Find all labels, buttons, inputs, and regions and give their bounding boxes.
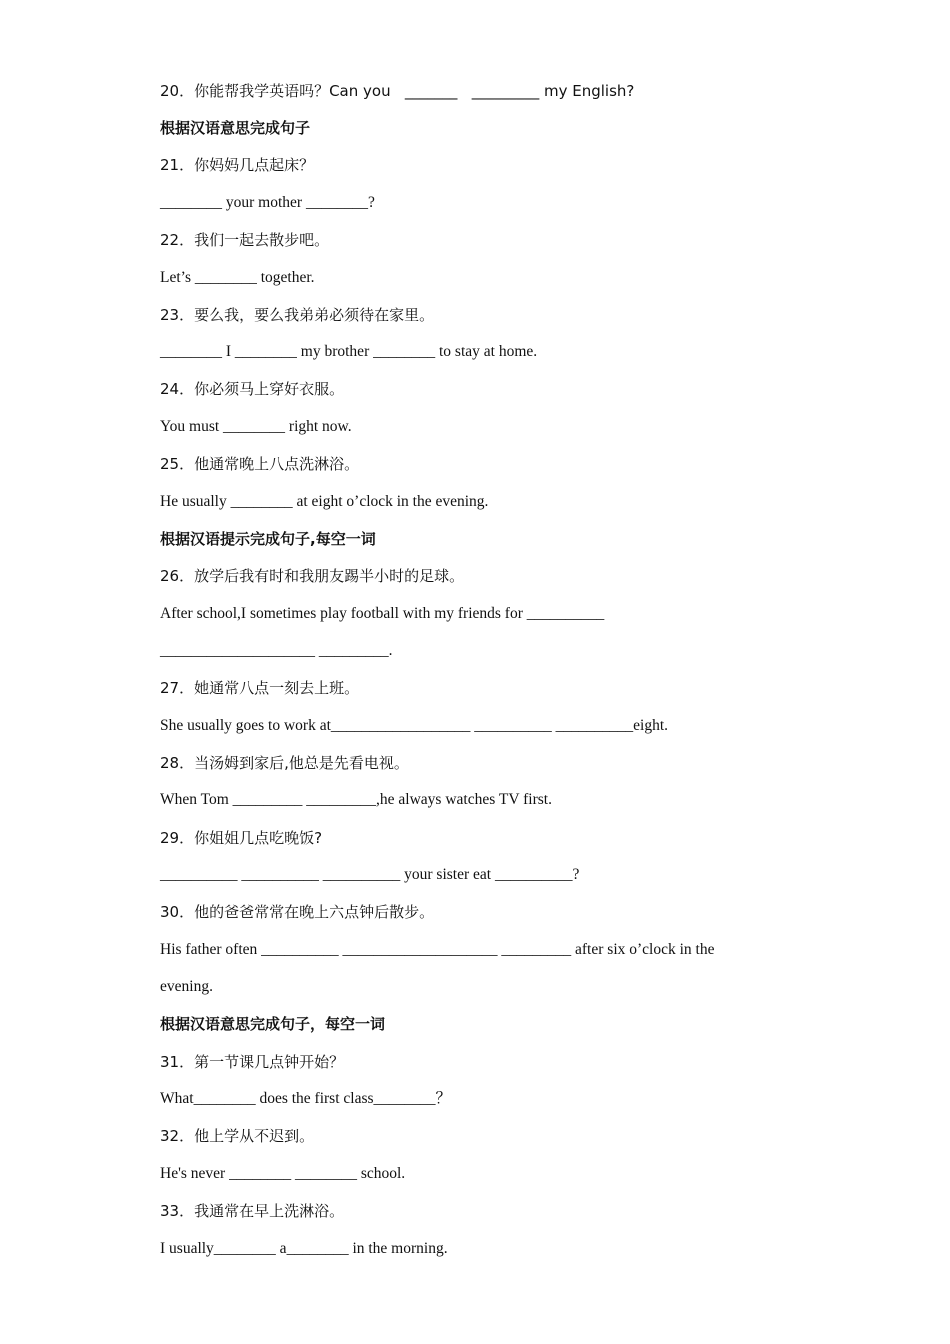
answer-30-line-2: evening. [160, 978, 213, 995]
question-30: 30．他的爸爸常常在晚上六点钟后散步。 [160, 903, 435, 921]
answer-26-line-1: After school,I sometimes play football with my friends for __________ [160, 605, 605, 622]
answer-30-line-1: His father often __________ ____________________ _________ after six o’clock in the [160, 941, 715, 958]
answer-33: I usually________ a________ in the morning. [160, 1240, 448, 1257]
section-heading-1: 根据汉语意思完成句子 [160, 119, 311, 137]
answer-23: ________ I ________ my brother ________ to stay at home. [160, 343, 538, 360]
answer-25: He usually ________ at eight o’clock in the evening. [160, 493, 489, 510]
question-25: 25．他通常晚上八点洗淋浴。 [160, 455, 360, 473]
section-heading-2: 根据汉语提示完成句子,每空一词 [160, 530, 376, 548]
question-24: 24．你必须马上穿好衣服。 [160, 380, 345, 398]
answer-24: You must ________ right now. [160, 418, 352, 435]
question-29: 29．你姐姐几点吃晚饭? [160, 829, 323, 847]
answer-21: ________ your mother ________? [160, 194, 375, 211]
question-20: 20．你能帮我学英语吗？Can you _______ _________ my English? [160, 82, 635, 100]
answer-27: She usually goes to work at__________________ __________ __________eight. [160, 717, 669, 734]
question-33: 33．我通常在早上洗淋浴。 [160, 1202, 345, 1220]
question-22: 22．我们一起去散步吧。 [160, 231, 330, 249]
question-31: 31．第一节课几点钟开始？ [160, 1053, 345, 1071]
section-heading-3: 根据汉语意思完成句子，每空一词 [160, 1015, 386, 1033]
answer-28: When Tom _________ _________,he always watches TV first. [160, 791, 552, 808]
answer-26-line-2: ____________________ _________. [160, 642, 393, 659]
answer-31: What________ does the first class________？ [160, 1090, 452, 1107]
question-26: 26．放学后我有时和我朋友踢半小时的足球。 [160, 567, 465, 585]
answer-32: He's never ________ ________ school. [160, 1165, 406, 1182]
question-21: 21．你妈妈几点起床？ [160, 156, 315, 174]
answer-22: Let’s ________ together. [160, 269, 315, 286]
question-23: 23．要么我，要么我弟弟必须待在家里。 [160, 306, 435, 324]
answer-29: __________ __________ __________ your sister eat __________? [160, 866, 580, 883]
question-28: 28．当汤姆到家后,他总是先看电视。 [160, 754, 409, 772]
question-32: 32．他上学从不迟到。 [160, 1127, 315, 1145]
question-27: 27．她通常八点一刻去上班。 [160, 679, 360, 697]
